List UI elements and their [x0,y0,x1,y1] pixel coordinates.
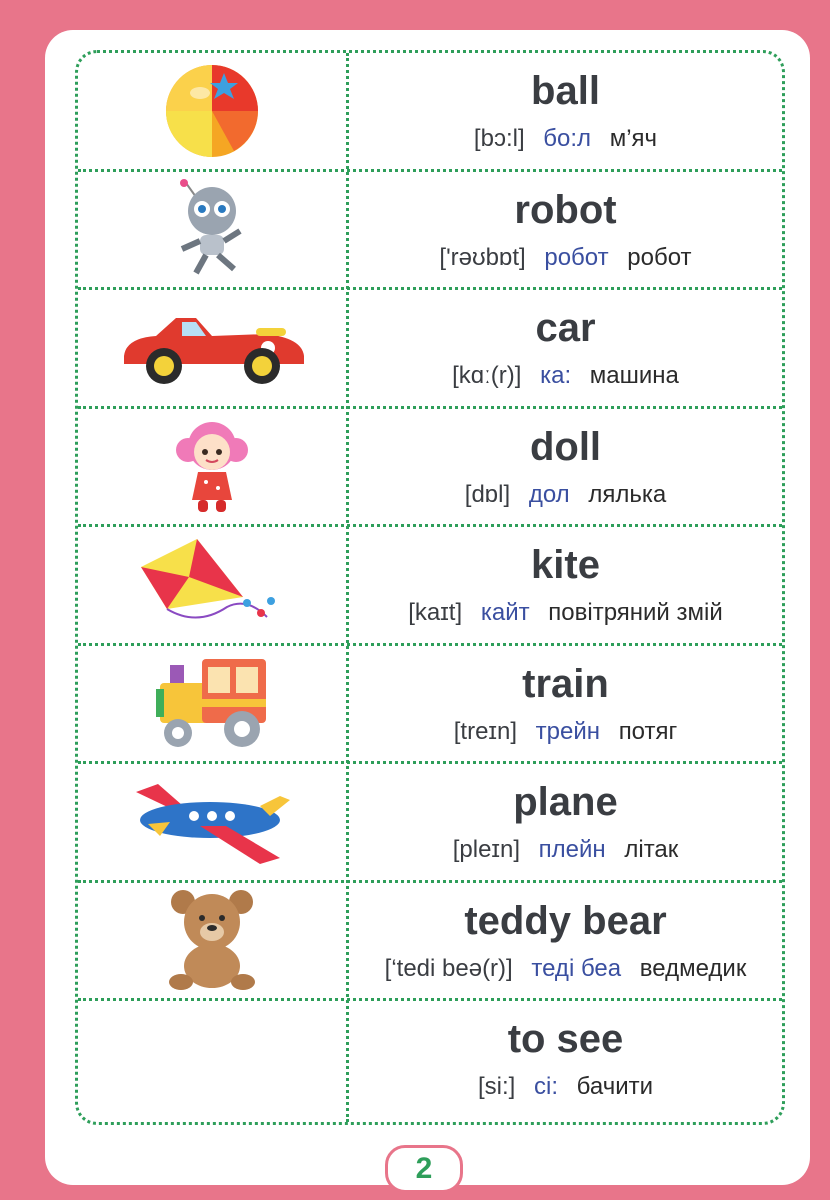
translation: літак [624,836,679,863]
word: to see [507,1017,624,1061]
word: doll [529,424,602,469]
word: car [535,306,596,350]
vocab-row [78,1001,782,1120]
word: plane [513,780,618,824]
vocab-row [78,409,782,528]
word: robot [514,187,617,232]
car-icon [78,290,346,406]
translation: м’яч [609,125,658,152]
kite-icon [78,527,346,643]
translation: повітряний змій [548,599,723,626]
ukrainian-transcription: бо:л [543,125,592,152]
translation: машина [589,362,679,389]
ukrainian-transcription: сі: [534,1073,558,1100]
ipa-transcription: [kɑː(r)] [452,362,522,389]
translation: робот [627,243,692,271]
ipa-transcription: [kaɪt] [408,599,463,626]
vocab-row [78,527,782,646]
phonetic-line [349,599,782,627]
translation: бачити [576,1073,653,1100]
phonetic-line [349,955,782,983]
ipa-transcription: [‘tedi beə(r)] [384,954,513,982]
ukrainian-transcription: кайт [480,599,530,626]
phonetic-line [349,481,782,509]
word: ball [531,69,600,113]
ukrainian-transcription: дол [528,480,570,508]
vocab-row [78,646,782,765]
teddy-bear-icon [78,883,346,999]
ukrainian-transcription: робот [544,243,609,271]
ukrainian-transcription: трейн [535,717,601,745]
empty-picture-cell [78,1001,346,1120]
vocab-row [78,290,782,409]
phonetic-line [349,718,782,746]
page-number: 2 [385,1145,463,1193]
robot-icon [78,172,346,288]
phonetic-line [349,125,782,153]
vocab-row [78,53,782,172]
doll-icon [78,409,346,525]
word: kite [531,543,600,587]
ball-icon [78,53,346,169]
translation: ведмедик [639,954,747,982]
translation: потяг [618,717,678,745]
vocab-row [78,172,782,291]
phonetic-line [349,244,782,272]
word: teddy bear [464,898,667,943]
phonetic-line [349,1073,782,1101]
ukrainian-transcription: ка: [540,362,572,389]
ipa-transcription: ['rəʊbɒt] [439,243,526,271]
ipa-transcription: [pleɪn] [452,836,520,863]
ipa-transcription: [si:] [477,1073,516,1100]
ipa-transcription: [treɪn] [453,717,517,745]
translation: лялька [588,480,667,508]
phonetic-line [349,362,782,390]
ukrainian-transcription: плейн [538,836,606,863]
ipa-transcription: [bɔ:l] [473,125,525,152]
vocabulary-table [75,50,785,1125]
vocab-row [78,764,782,883]
plane-icon [78,764,346,880]
word: train [522,661,609,706]
phonetic-line [349,836,782,864]
vocab-row [78,883,782,1002]
ipa-transcription: [dɒl] [464,480,511,508]
train-icon [78,646,346,762]
ukrainian-transcription: теді беа [531,954,622,982]
